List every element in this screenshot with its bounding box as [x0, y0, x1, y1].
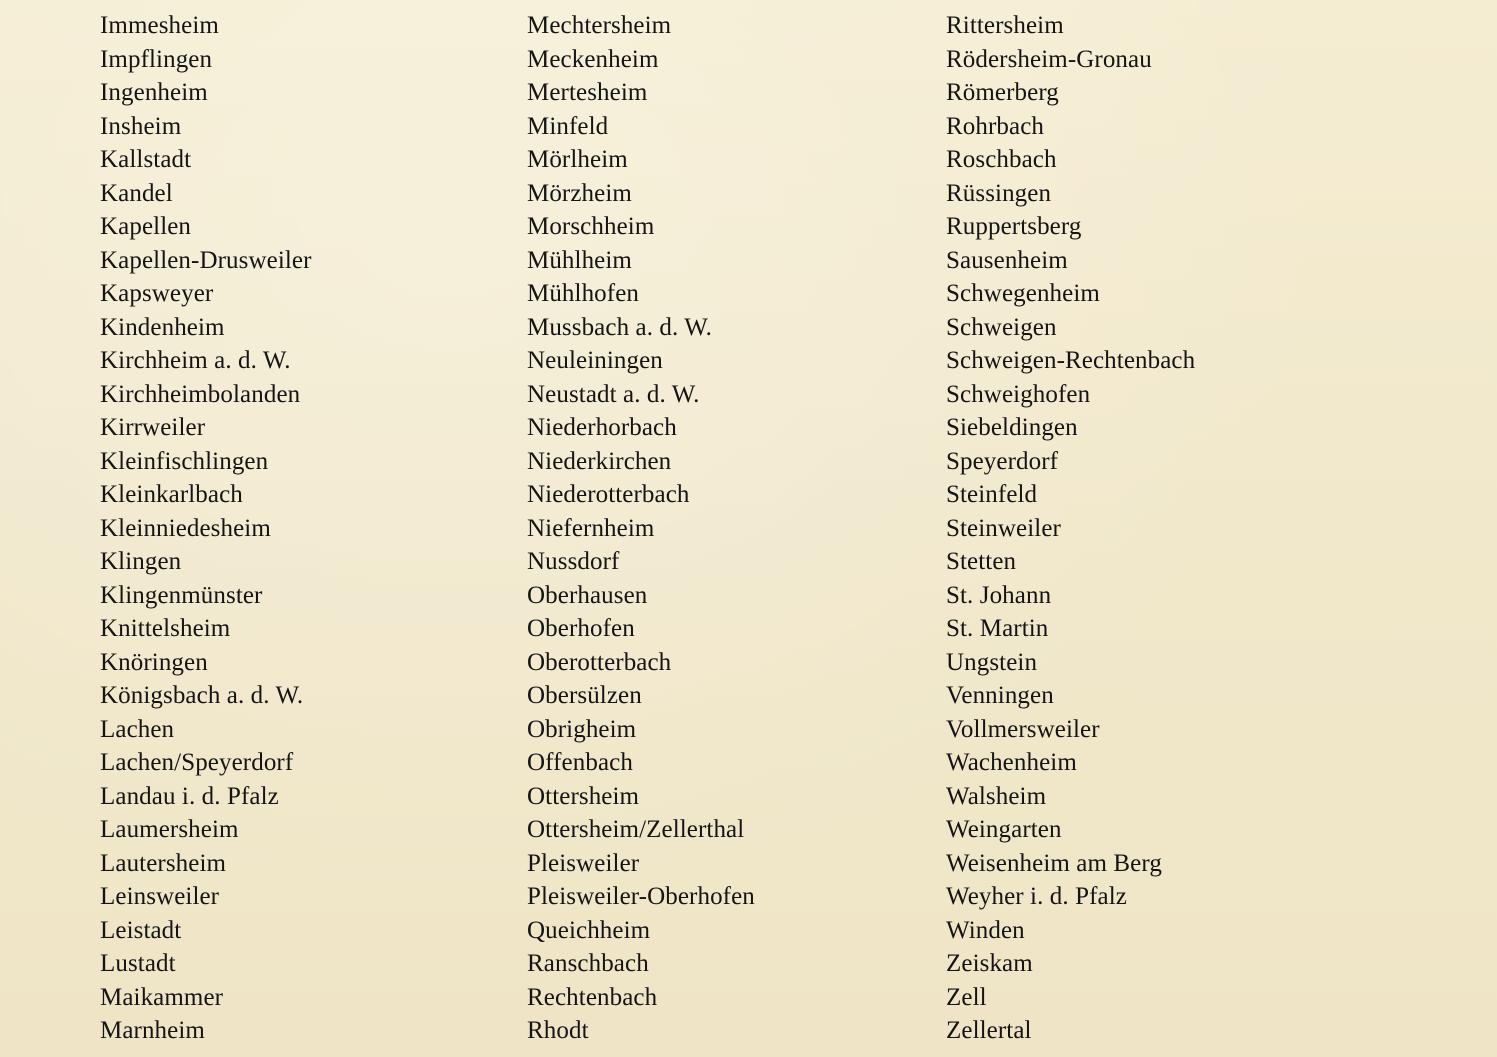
place-name: Venningen — [946, 682, 1054, 709]
place-name: Zell — [946, 983, 987, 1011]
place-name: St. Johann — [946, 581, 1052, 609]
place-name: Rittersheim — [946, 12, 1064, 39]
place-name: Ungstein — [946, 648, 1038, 676]
place-name: Lachen — [100, 715, 175, 743]
place-list-column-2 — [527, 9, 755, 1048]
place-name: Kapellen-Drusweiler — [100, 246, 312, 274]
place-name: Rhodt — [527, 1017, 589, 1044]
place-name: Oberhausen — [527, 581, 648, 609]
place-name: Kirchheimbolanden — [100, 380, 301, 408]
place-name: Niederotterbach — [527, 481, 690, 508]
place-name: Klingen — [100, 548, 182, 575]
place-name: Winden — [946, 916, 1025, 944]
place-name: Oberhofen — [527, 615, 635, 642]
place-name: Speyerdorf — [946, 447, 1059, 475]
place-name: Mörzheim — [527, 179, 632, 207]
place-name: Mertesheim — [527, 79, 648, 106]
place-name: Mörlheim — [527, 146, 628, 173]
place-name: Kleinkarlbach — [100, 481, 243, 508]
place-name: Impflingen — [100, 45, 213, 73]
place-name: Ottersheim/Zellerthal — [527, 816, 745, 843]
place-name: Mechtersheim — [527, 12, 672, 39]
place-name: Mühlheim — [527, 246, 632, 274]
place-name: Steinweiler — [946, 514, 1061, 542]
place-name: Lautersheim — [100, 849, 227, 877]
place-name: Schwegenheim — [946, 280, 1100, 307]
place-name: Insheim — [100, 112, 182, 140]
place-name: Marnheim — [100, 1017, 205, 1044]
place-name: Pleisweiler-Oberhofen — [527, 883, 755, 910]
place-name: Laumersheim — [100, 816, 239, 843]
place-name: Landau i. d. Pfalz — [100, 782, 279, 810]
place-name: Walsheim — [946, 782, 1047, 810]
place-name: Lachen/Speyerdorf — [100, 749, 294, 776]
place-name: Zeiskam — [946, 950, 1033, 977]
place-name: Schweigen — [946, 313, 1057, 341]
place-name: Niefernheim — [527, 514, 655, 542]
place-name: Kirrweiler — [100, 414, 206, 441]
place-name: Roschbach — [946, 146, 1057, 173]
place-name: Ingenheim — [100, 79, 208, 106]
place-name: Offenbach — [527, 749, 633, 776]
place-name: Morschheim — [527, 213, 655, 240]
place-name: Römerberg — [946, 79, 1059, 106]
place-name: Kallstadt — [100, 146, 192, 173]
place-name: Steinfeld — [946, 481, 1038, 508]
place-name: Klingenmünster — [100, 581, 263, 609]
place-name: Neustadt a. d. W. — [527, 380, 700, 408]
place-name: Minfeld — [527, 112, 609, 140]
place-name: Meckenheim — [527, 45, 659, 73]
place-name: Schweighofen — [946, 380, 1091, 408]
place-name: Ruppertsberg — [946, 213, 1082, 240]
place-name: Rödersheim-Gronau — [946, 45, 1152, 73]
place-name: Obrigheim — [527, 715, 637, 743]
place-name: Mühlhofen — [527, 280, 639, 307]
place-name: Knittelsheim — [100, 615, 231, 642]
place-name: Knöringen — [100, 648, 208, 676]
place-name: Kleinfischlingen — [100, 447, 269, 475]
place-name: Weisenheim am Berg — [946, 849, 1162, 877]
place-name: Ottersheim — [527, 782, 640, 810]
place-name: Oberotterbach — [527, 648, 672, 676]
place-name: Kleinniedesheim — [100, 514, 271, 542]
place-name: Niederkirchen — [527, 447, 672, 475]
place-list-column-1 — [100, 9, 312, 1048]
place-name: Immesheim — [100, 12, 219, 39]
place-name: Obersülzen — [527, 682, 642, 709]
place-name: Stetten — [946, 548, 1017, 575]
place-name: Niederhorbach — [527, 414, 677, 441]
place-name: Kapellen — [100, 213, 192, 240]
place-name: Mussbach a. d. W. — [527, 313, 713, 341]
place-name: Kandel — [100, 179, 173, 207]
place-name: St. Martin — [946, 615, 1049, 642]
place-name: Wachenheim — [946, 749, 1077, 776]
place-name: Nussdorf — [527, 548, 620, 575]
place-name: Königsbach a. d. W. — [100, 682, 304, 709]
place-name: Queichheim — [527, 916, 651, 944]
place-name: Neuleiningen — [527, 347, 663, 374]
place-name: Vollmersweiler — [946, 715, 1100, 743]
place-name: Schweigen-Rechtenbach — [946, 347, 1196, 374]
place-name: Kindenheim — [100, 313, 225, 341]
place-name: Sausenheim — [946, 246, 1068, 274]
place-name: Rüssingen — [946, 179, 1052, 207]
place-name: Weingarten — [946, 816, 1062, 843]
place-name: Pleisweiler — [527, 849, 640, 877]
place-name: Ranschbach — [527, 950, 649, 977]
place-name: Maikammer — [100, 983, 224, 1011]
place-name: Weyher i. d. Pfalz — [946, 883, 1127, 910]
place-name: Siebeldingen — [946, 414, 1078, 441]
place-name: Lustadt — [100, 950, 176, 977]
place-name: Leistadt — [100, 916, 182, 944]
place-name: Rohrbach — [946, 112, 1044, 140]
place-name: Kirchheim a. d. W. — [100, 347, 291, 374]
place-name: Zellertal — [946, 1017, 1032, 1044]
place-name: Kapsweyer — [100, 280, 214, 307]
place-list-column-3 — [946, 9, 1195, 1048]
place-name: Leinsweiler — [100, 883, 220, 910]
place-name: Rechtenbach — [527, 983, 658, 1011]
